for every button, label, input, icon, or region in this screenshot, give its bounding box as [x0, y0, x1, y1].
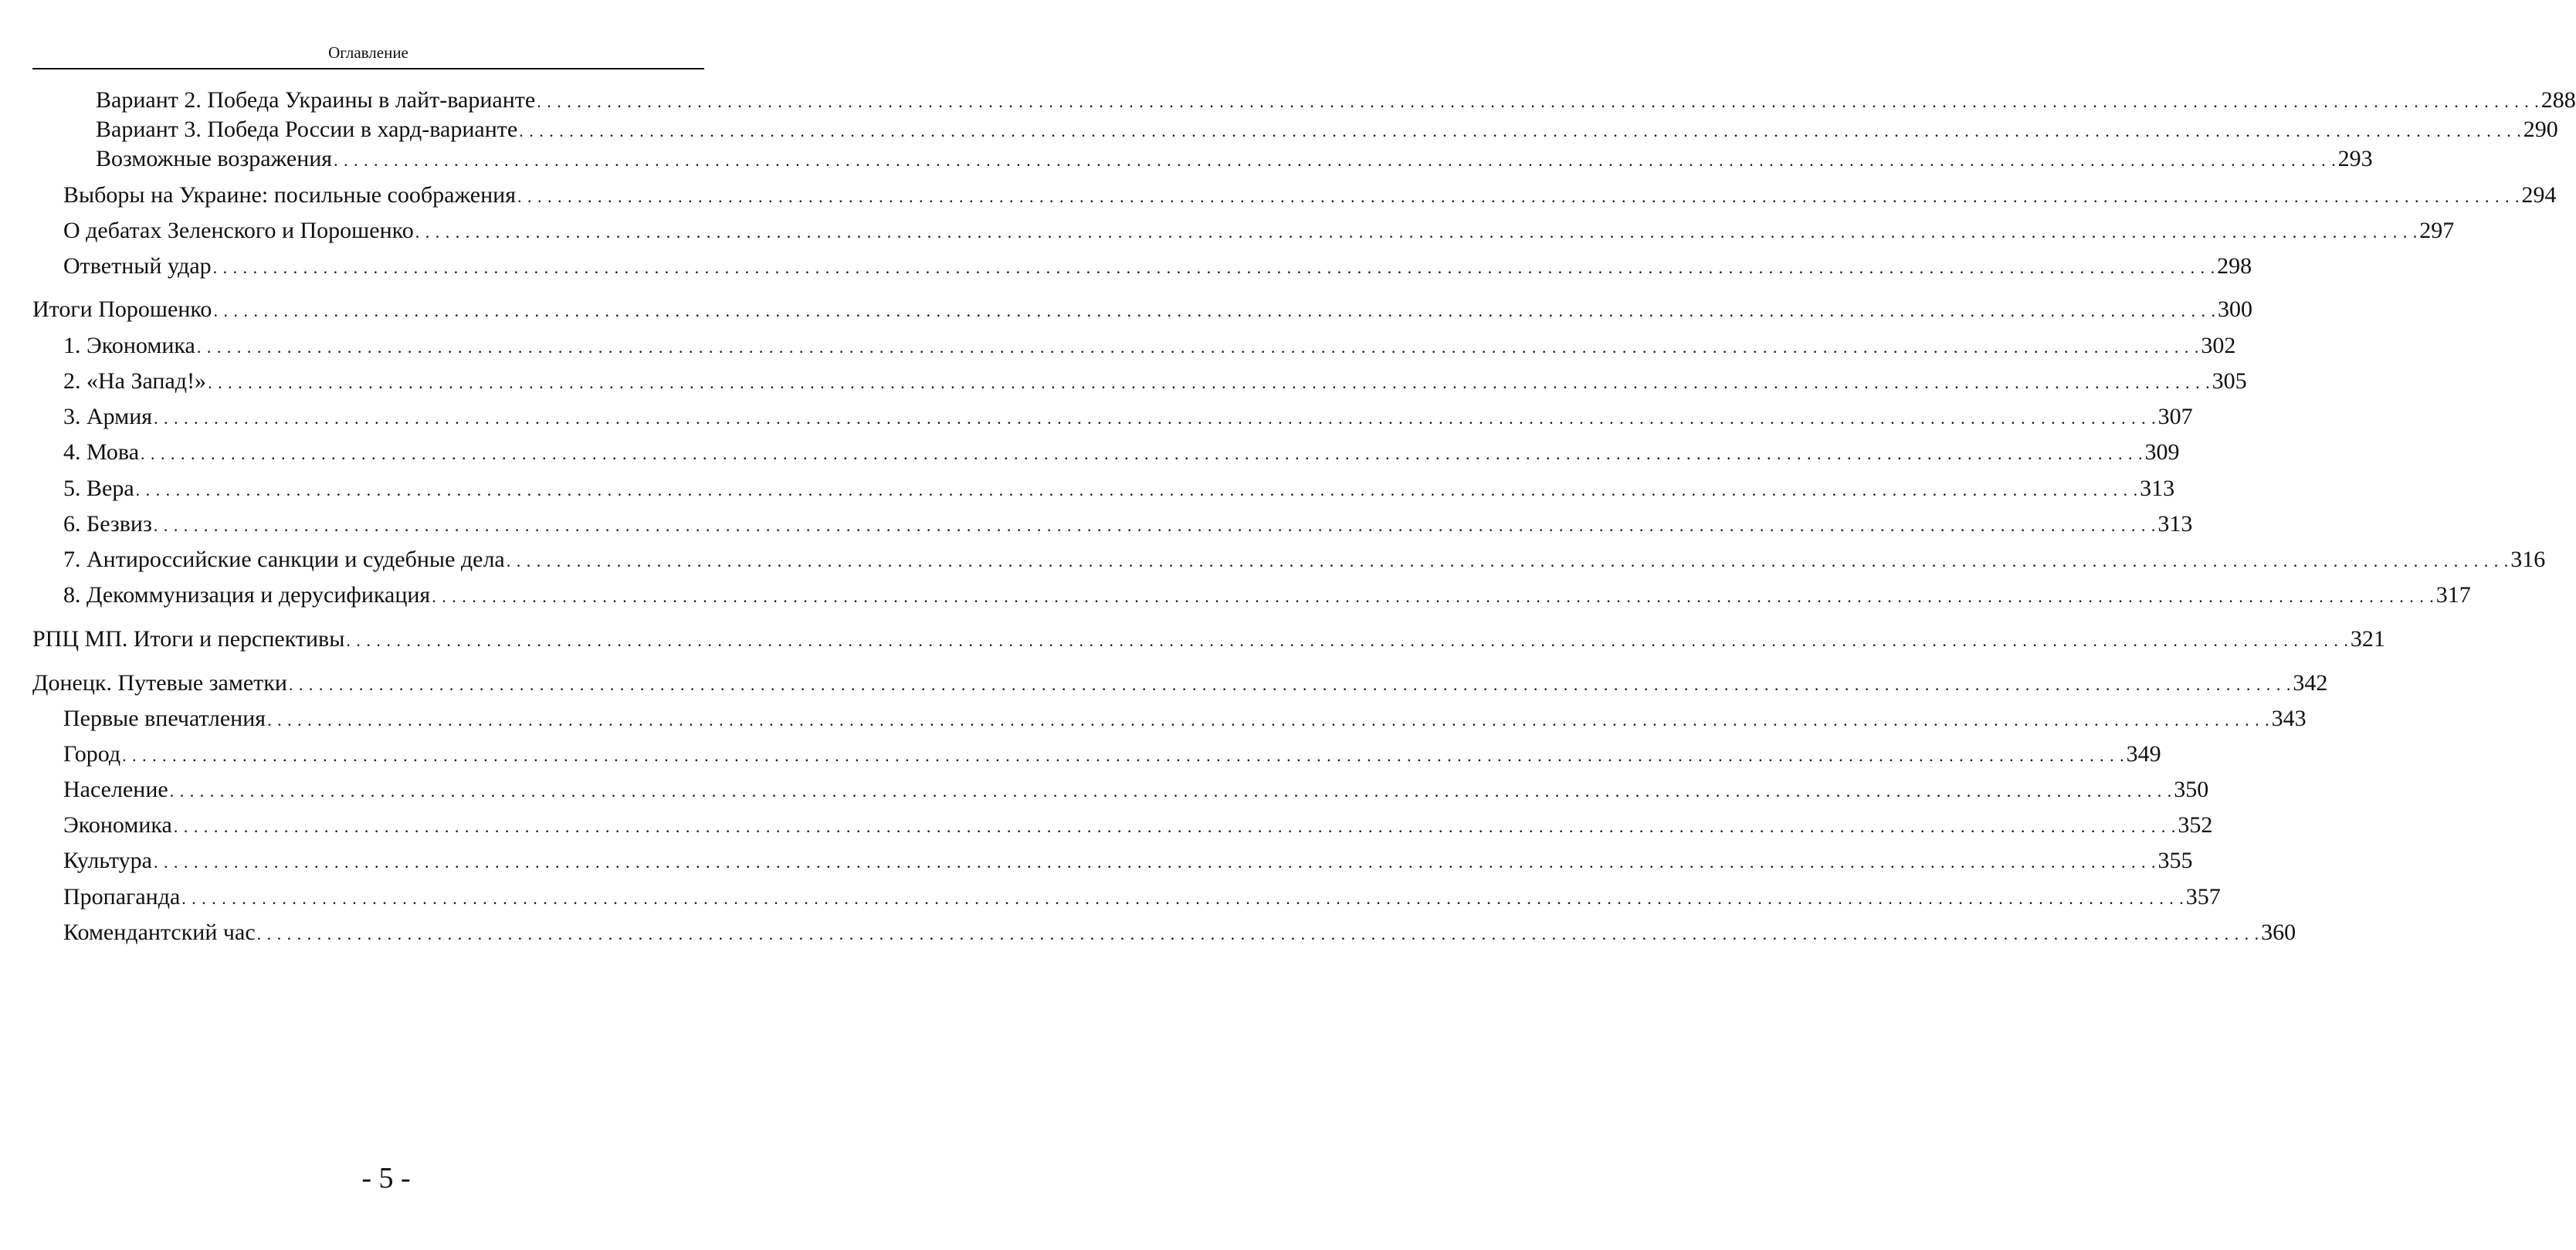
toc-entry-page: 309 — [2144, 439, 2180, 465]
toc-leader-dots: . . . . . . . . . . . . . . . . . . . . . . . . . . . . . . . . . . . . . . . . . . . . . . . . . . . . . . . . . . . . . . . . . . . . . . . . . . . . . . . . . . . . . . . . . . . . . . . . . . . . . . . . . . . . . . . . . . . . . . . . . . . . . . . . . . . . . . . . . . . . . . . . . . . . . . . . . . . . . . . . . . . . . . . . . . . . . . . . . . . . . . . . . . . . . . . . . . . . . . . . — [288, 675, 2292, 694]
toc-entry-title: Город — [63, 741, 121, 767]
toc-leader-dots: . . . . . . . . . . . . . . . . . . . . . . . . . . . . . . . . . . . . . . . . . . . . . . . . . . . . . . . . . . . . . . . . . . . . . . . . . . . . . . . . . . . . . . . . . . . . . . . . . . . . . . . . . . . . . . . . . . . . . . . . . . . . . . . . . . . . . . . . . . . . . . . . . . . . . . . . . . . . . . . . . . . . . . . . . . . . . . . . . . . . . . . . . . . . . . . . . . . . . . . . — [153, 852, 2157, 872]
toc-entry — [63, 215, 2455, 246]
toc-entry — [32, 668, 2328, 699]
toc-entry-title: 2. «На Запад!» — [63, 368, 207, 394]
toc-entry — [63, 473, 2175, 504]
toc-entry — [63, 251, 2252, 282]
page-number: - 5 - — [361, 1162, 411, 1194]
toc-entry-title: РПЦ МП. Итоги и перспективы — [32, 626, 345, 652]
toc-entry-page: 357 — [2185, 884, 2221, 910]
toc-entry — [96, 144, 2373, 174]
toc-leader-dots: . . . . . . . . . . . . . . . . . . . . . . . . . . . . . . . . . . . . . . . . . . . . . . . . . . . . . . . . . . . . . . . . . . . . . . . . . . . . . . . . . . . . . . . . . . . . . . . . . . . . . . . . . . . . . . . . . . . . . . . . . . . . . . . . . . . . . . . . . . . . . . . . . . . . . . . . . . . . . . . . . . . . . . . . . . . . . . . . . . . . . . . . . . . . . . . . . . . . . . . . — [537, 92, 2540, 111]
toc-leader-dots: . . . . . . . . . . . . . . . . . . . . . . . . . . . . . . . . . . . . . . . . . . . . . . . . . . . . . . . . . . . . . . . . . . . . . . . . . . . . . . . . . . . . . . . . . . . . . . . . . . . . . . . . . . . . . . . . . . . . . . . . . . . . . . . . . . . . . . . . . . . . . . . . . . . . . . . . . . . . . . . . . . . . . . . . . . . . . . . . . . . . . . . . . . . . . . . . . . . . . . . . — [256, 924, 2260, 943]
toc-entry — [63, 845, 2193, 876]
running-header: Оглавление — [328, 43, 408, 62]
toc-entry-title: 6. Безвиз — [63, 511, 152, 537]
toc-entry-page: 360 — [2261, 920, 2296, 945]
toc-entry-title: Итоги Порошенко — [32, 296, 212, 322]
toc-entry — [63, 366, 2247, 397]
toc-entry — [63, 401, 2193, 432]
toc-entry — [63, 774, 2209, 805]
toc-entry-page: 313 — [2140, 476, 2175, 501]
toc-entry-title: О дебатах Зеленского и Порошенко — [63, 218, 414, 243]
toc-entry-title: Возможные возражения — [96, 146, 333, 171]
toc-entry — [63, 544, 2546, 575]
toc-entry-page: 294 — [2521, 182, 2557, 208]
toc-leader-dots: . . . . . . . . . . . . . . . . . . . . . . . . . . . . . . . . . . . . . . . . . . . . . . . . . . . . . . . . . . . . . . . . . . . . . . . . . . . . . . . . . . . . . . . . . . . . . . . . . . . . . . . . . . . . . . . . . . . . . . . . . . . . . . . . . . . . . . . . . . . . . . . . . . . . . . . . . . . . . . . . . . . . . . . . . . . . . . . . . . . . . . . . . . . . . . . . . . . . . . . . — [519, 121, 2522, 141]
toc-entry — [32, 294, 2252, 325]
toc-entry — [63, 917, 2296, 948]
toc-entry-page: 313 — [2157, 511, 2193, 537]
toc-leader-dots: . . . . . . . . . . . . . . . . . . . . . . . . . . . . . . . . . . . . . . . . . . . . . . . . . . . . . . . . . . . . . . . . . . . . . . . . . . . . . . . . . . . . . . . . . . . . . . . . . . . . . . . . . . . . . . . . . . . . . . . . . . . . . . . . . . . . . . . . . . . . . . . . . . . . . . . . . . . . . . . . . . . . . . . . . . . . . . . . . . . . . . . . . . . . . . . . . . . . . . . . — [212, 258, 2216, 277]
toc-entry — [63, 810, 2213, 841]
toc-leader-dots: . . . . . . . . . . . . . . . . . . . . . . . . . . . . . . . . . . . . . . . . . . . . . . . . . . . . . . . . . . . . . . . . . . . . . . . . . . . . . . . . . . . . . . . . . . . . . . . . . . . . . . . . . . . . . . . . . . . . . . . . . . . . . . . . . . . . . . . . . . . . . . . . . . . . . . . . . . . . . . . . . . . . . . . . . . . . . . . . . . . . . . . . . . . . . . . . . . . . . . . . — [432, 587, 2435, 606]
toc-entry — [96, 114, 2558, 145]
toc-leader-dots: . . . . . . . . . . . . . . . . . . . . . . . . . . . . . . . . . . . . . . . . . . . . . . . . . . . . . . . . . . . . . . . . . . . . . . . . . . . . . . . . . . . . . . . . . . . . . . . . . . . . . . . . . . . . . . . . . . . . . . . . . . . . . . . . . . . . . . . . . . . . . . . . . . . . . . . . . . . . . . . . . . . . . . . . . . . . . . . . . . . . . . . . . . . . . . . . . . . . . . . . — [196, 337, 2200, 357]
toc-entry — [32, 624, 2385, 655]
toc-leader-dots: . . . . . . . . . . . . . . . . . . . . . . . . . . . . . . . . . . . . . . . . . . . . . . . . . . . . . . . . . . . . . . . . . . . . . . . . . . . . . . . . . . . . . . . . . . . . . . . . . . . . . . . . . . . . . . . . . . . . . . . . . . . . . . . . . . . . . . . . . . . . . . . . . . . . . . . . . . . . . . . . . . . . . . . . . . . . . . . . . . . . . . . . . . . . . . . . . . . . . . . . — [517, 187, 2520, 206]
toc-entry-page: 290 — [2523, 117, 2558, 142]
toc-entry-title: 5. Вера — [63, 476, 134, 501]
toc-entry — [63, 703, 2307, 734]
toc-entry-page: 302 — [2201, 333, 2236, 358]
toc-leader-dots: . . . . . . . . . . . . . . . . . . . . . . . . . . . . . . . . . . . . . . . . . . . . . . . . . . . . . . . . . . . . . . . . . . . . . . . . . . . . . . . . . . . . . . . . . . . . . . . . . . . . . . . . . . . . . . . . . . . . . . . . . . . . . . . . . . . . . . . . . . . . . . . . . . . . . . . . . . . . . . . . . . . . . . . . . . . . . . . . . . . . . . . . . . . . . . . . . . . . . . . . — [153, 516, 2157, 535]
toc-entry-title: Пропаганда — [63, 884, 181, 910]
toc-entry-title: Экономика — [63, 812, 172, 838]
toc-entry-page: 307 — [2157, 404, 2193, 429]
toc-entry-title: 1. Экономика — [63, 333, 195, 358]
toc-leader-dots: . . . . . . . . . . . . . . . . . . . . . . . . . . . . . . . . . . . . . . . . . . . . . . . . . . . . . . . . . . . . . . . . . . . . . . . . . . . . . . . . . . . . . . . . . . . . . . . . . . . . . . . . . . . . . . . . . . . . . . . . . . . . . . . . . . . . . . . . . . . . . . . . . . . . . . . . . . . . . . . . . . . . . . . . . . . . . . . . . . . . . . . . . . . . . . . . . . . . . . . . — [346, 631, 2349, 650]
toc-leader-dots: . . . . . . . . . . . . . . . . . . . . . . . . . . . . . . . . . . . . . . . . . . . . . . . . . . . . . . . . . . . . . . . . . . . . . . . . . . . . . . . . . . . . . . . . . . . . . . . . . . . . . . . . . . . . . . . . . . . . . . . . . . . . . . . . . . . . . . . . . . . . . . . . . . . . . . . . . . . . . . . . . . . . . . . . . . . . . . . . . . . . . . . . . . . . . . . . . . . . . . . . — [506, 551, 2510, 571]
toc-entry-title: 7. Антироссийские санкции и судебные дела — [63, 547, 505, 572]
toc-entry-title: Комендантский час — [63, 920, 256, 945]
toc-leader-dots: . . . . . . . . . . . . . . . . . . . . . . . . . . . . . . . . . . . . . . . . . . . . . . . . . . . . . . . . . . . . . . . . . . . . . . . . . . . . . . . . . . . . . . . . . . . . . . . . . . . . . . . . . . . . . . . . . . . . . . . . . . . . . . . . . . . . . . . . . . . . . . . . . . . . . . . . . . . . . . . . . . . . . . . . . . . . . . . . . . . . . . . . . . . . . . . . . . . . . . . . — [334, 151, 2337, 170]
toc-entry-page: 349 — [2126, 741, 2161, 767]
toc-entry-title: Донецк. Путевые заметки — [32, 670, 287, 696]
toc-entry-page: 343 — [2271, 706, 2307, 731]
toc-leader-dots: . . . . . . . . . . . . . . . . . . . . . . . . . . . . . . . . . . . . . . . . . . . . . . . . . . . . . . . . . . . . . . . . . . . . . . . . . . . . . . . . . . . . . . . . . . . . . . . . . . . . . . . . . . . . . . . . . . . . . . . . . . . . . . . . . . . . . . . . . . . . . . . . . . . . . . . . . . . . . . . . . . . . . . . . . . . . . . . . . . . . . . . . . . . . . . . . . . . . . . . . — [213, 301, 2216, 320]
toc-entry-title: 8. Декоммунизация и дерусификация — [63, 582, 431, 608]
toc-leader-dots: . . . . . . . . . . . . . . . . . . . . . . . . . . . . . . . . . . . . . . . . . . . . . . . . . . . . . . . . . . . . . . . . . . . . . . . . . . . . . . . . . . . . . . . . . . . . . . . . . . . . . . . . . . . . . . . . . . . . . . . . . . . . . . . . . . . . . . . . . . . . . . . . . . . . . . . . . . . . . . . . . . . . . . . . . . . . . . . . . . . . . . . . . . . . . . . . . . . . . . . . — [135, 480, 2139, 500]
toc-leader-dots: . . . . . . . . . . . . . . . . . . . . . . . . . . . . . . . . . . . . . . . . . . . . . . . . . . . . . . . . . . . . . . . . . . . . . . . . . . . . . . . . . . . . . . . . . . . . . . . . . . . . . . . . . . . . . . . . . . . . . . . . . . . . . . . . . . . . . . . . . . . . . . . . . . . . . . . . . . . . . . . . . . . . . . . . . . . . . . . . . . . . . . . . . . . . . . . . . . . . . . . . — [154, 408, 2157, 428]
toc-entry-page: 317 — [2435, 582, 2471, 608]
toc-entry-title: Население — [63, 777, 168, 802]
toc-leader-dots: . . . . . . . . . . . . . . . . . . . . . . . . . . . . . . . . . . . . . . . . . . . . . . . . . . . . . . . . . . . . . . . . . . . . . . . . . . . . . . . . . . . . . . . . . . . . . . . . . . . . . . . . . . . . . . . . . . . . . . . . . . . . . . . . . . . . . . . . . . . . . . . . . . . . . . . . . . . . . . . . . . . . . . . . . . . . . . . . . . . . . . . . . . . . . . . . . . . . . . . . — [169, 781, 2173, 801]
toc-entry-title: Вариант 3. Победа России в хард-варианте — [96, 117, 518, 142]
toc-entry-page: 321 — [2350, 626, 2385, 652]
toc-entry-page: 316 — [2510, 547, 2546, 572]
toc-entry-page: 293 — [2337, 146, 2373, 171]
toc-leader-dots: . . . . . . . . . . . . . . . . . . . . . . . . . . . . . . . . . . . . . . . . . . . . . . . . . . . . . . . . . . . . . . . . . . . . . . . . . . . . . . . . . . . . . . . . . . . . . . . . . . . . . . . . . . . . . . . . . . . . . . . . . . . . . . . . . . . . . . . . . . . . . . . . . . . . . . . . . . . . . . . . . . . . . . . . . . . . . . . . . . . . . . . . . . . . . . . . . . . . . . . . — [267, 710, 2270, 730]
toc-entry — [63, 882, 2221, 913]
toc-entry — [96, 85, 2576, 116]
toc-entry — [63, 330, 2236, 361]
toc-entry — [63, 580, 2471, 611]
toc-leader-dots: . . . . . . . . . . . . . . . . . . . . . . . . . . . . . . . . . . . . . . . . . . . . . . . . . . . . . . . . . . . . . . . . . . . . . . . . . . . . . . . . . . . . . . . . . . . . . . . . . . . . . . . . . . . . . . . . . . . . . . . . . . . . . . . . . . . . . . . . . . . . . . . . . . . . . . . . . . . . . . . . . . . . . . . . . . . . . . . . . . . . . . . . . . . . . . . . . . . . . . . . — [141, 444, 2144, 463]
toc-leader-dots: . . . . . . . . . . . . . . . . . . . . . . . . . . . . . . . . . . . . . . . . . . . . . . . . . . . . . . . . . . . . . . . . . . . . . . . . . . . . . . . . . . . . . . . . . . . . . . . . . . . . . . . . . . . . . . . . . . . . . . . . . . . . . . . . . . . . . . . . . . . . . . . . . . . . . . . . . . . . . . . . . . . . . . . . . . . . . . . . . . . . . . . . . . . . . . . . . . . . . . . . — [208, 373, 2211, 392]
toc-entry-page: 305 — [2212, 368, 2247, 394]
toc-entry-page: 297 — [2419, 218, 2455, 243]
toc-entry-title: 3. Армия — [63, 404, 153, 429]
toc-entry-page: 298 — [2217, 253, 2252, 279]
toc-entry-title: Культура — [63, 848, 152, 873]
toc-entry-title: Первые впечатления — [63, 706, 266, 731]
toc-entry-page: 355 — [2157, 848, 2193, 873]
toc-entry — [63, 180, 2557, 211]
toc-entry — [63, 509, 2193, 540]
toc-entry-page: 342 — [2293, 670, 2328, 696]
toc-entry-title: Вариант 2. Победа Украины в лайт-варианте — [96, 87, 536, 113]
toc-leader-dots: . . . . . . . . . . . . . . . . . . . . . . . . . . . . . . . . . . . . . . . . . . . . . . . . . . . . . . . . . . . . . . . . . . . . . . . . . . . . . . . . . . . . . . . . . . . . . . . . . . . . . . . . . . . . . . . . . . . . . . . . . . . . . . . . . . . . . . . . . . . . . . . . . . . . . . . . . . . . . . . . . . . . . . . . . . . . . . . . . . . . . . . . . . . . . . . . . . . . . . . . — [122, 746, 2125, 765]
toc-entry-title: 4. Мова — [63, 439, 140, 465]
toc-entry-page: 352 — [2178, 812, 2213, 838]
toc-leader-dots: . . . . . . . . . . . . . . . . . . . . . . . . . . . . . . . . . . . . . . . . . . . . . . . . . . . . . . . . . . . . . . . . . . . . . . . . . . . . . . . . . . . . . . . . . . . . . . . . . . . . . . . . . . . . . . . . . . . . . . . . . . . . . . . . . . . . . . . . . . . . . . . . . . . . . . . . . . . . . . . . . . . . . . . . . . . . . . . . . . . . . . . . . . . . . . . . . . . . . . . . — [173, 817, 2177, 836]
toc-leader-dots: . . . . . . . . . . . . . . . . . . . . . . . . . . . . . . . . . . . . . . . . . . . . . . . . . . . . . . . . . . . . . . . . . . . . . . . . . . . . . . . . . . . . . . . . . . . . . . . . . . . . . . . . . . . . . . . . . . . . . . . . . . . . . . . . . . . . . . . . . . . . . . . . . . . . . . . . . . . . . . . . . . . . . . . . . . . . . . . . . . . . . . . . . . . . . . . . . . . . . . . . — [415, 222, 2418, 242]
toc-entry — [63, 437, 2180, 468]
toc-entry-title: Ответный удар — [63, 253, 212, 279]
toc-entry-page: 300 — [2217, 296, 2252, 322]
toc-leader-dots: . . . . . . . . . . . . . . . . . . . . . . . . . . . . . . . . . . . . . . . . . . . . . . . . . . . . . . . . . . . . . . . . . . . . . . . . . . . . . . . . . . . . . . . . . . . . . . . . . . . . . . . . . . . . . . . . . . . . . . . . . . . . . . . . . . . . . . . . . . . . . . . . . . . . . . . . . . . . . . . . . . . . . . . . . . . . . . . . . . . . . . . . . . . . . . . . . . . . . . . . — [181, 889, 2185, 908]
toc-entry-page: 288 — [2540, 87, 2576, 113]
toc-entry — [63, 739, 2161, 770]
toc-entry-page: 350 — [2174, 777, 2209, 802]
toc-entry-title: Выборы на Украине: посильные соображения — [63, 182, 517, 208]
